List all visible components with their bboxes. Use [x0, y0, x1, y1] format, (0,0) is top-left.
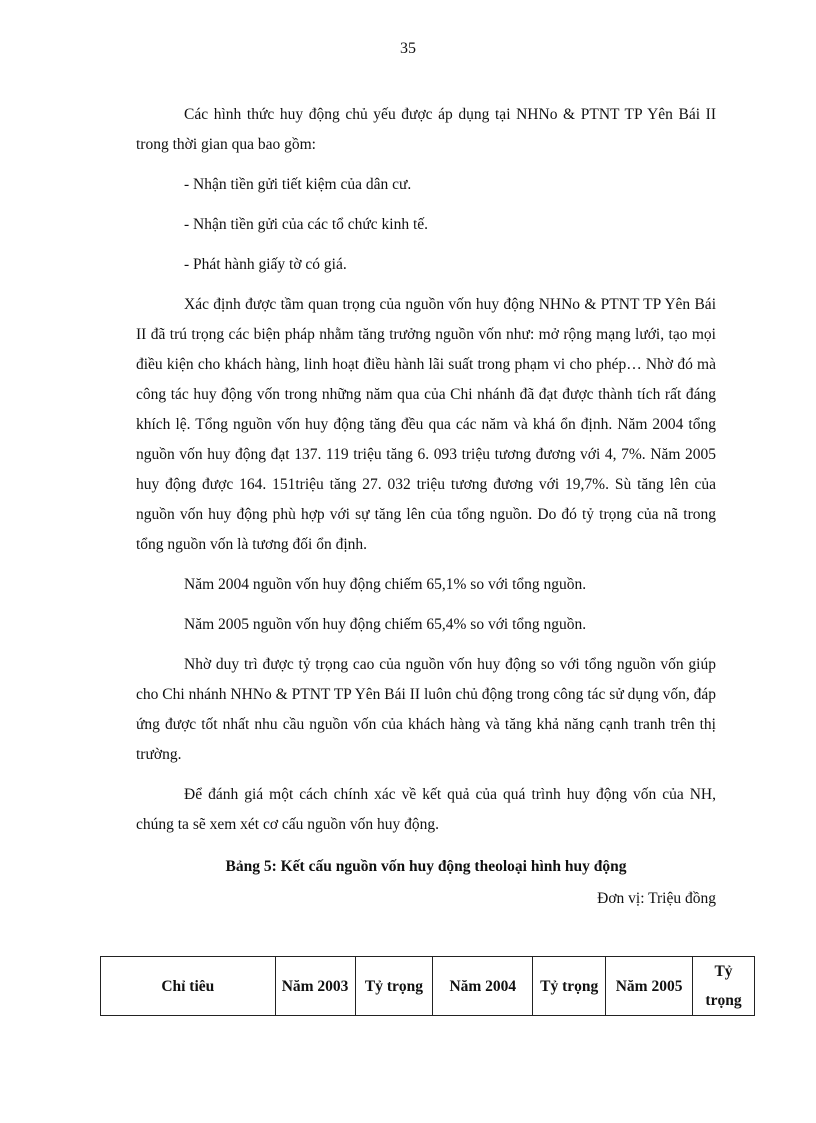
- header-year-2004: Năm 2004: [433, 957, 533, 1016]
- paragraph-2004-share: Năm 2004 nguồn vốn huy động chiếm 65,1% so với tổng nguồn.: [184, 576, 587, 593]
- bullet-item: - Phát hành giấy tờ có giá.: [184, 256, 347, 273]
- unit-label: Đơn vị: Triệu đồng: [597, 890, 716, 907]
- table-header-row: [101, 957, 755, 1016]
- header-share: Tỷ trọng: [693, 957, 755, 1016]
- header-indicator: Chỉ tiêu: [101, 957, 276, 1016]
- header-year-2005: Năm 2005: [606, 957, 693, 1016]
- header-share: Tỷ trọng: [355, 957, 433, 1016]
- capital-structure-table: [100, 956, 755, 1016]
- paragraph-analysis: Xác định được tầm quan trọng của nguồn vốn huy động NHNo & PTNT TP Yên Bái II đã trú trọng các biện pháp nhằm tăng trưởng nguồn vốn như: mở rộng mạng lưới, tạo mọi điều kiện cho khách hàng, linh hoạt điều hành lãi suất trong phạm vi cho phép… Nhờ đó mà công tác huy động vốn trong những năm qua của Chi nhánh đã đạt được thành tích rất đáng khích lệ. Tổng nguồn vốn huy động tăng đều qua các năm và khá ổn định. Năm 2004 tổng nguồn vốn huy động đạt 137. 119 triệu tăng 6. 093 triệu tương đương với 4, 7%. Năm 2005 huy động được 164. 151triệu tăng 27. 032 triệu tương đương với 19,7%. Sù tăng lên của nguồn vốn huy động phù hợp với sự tăng lên của tổng nguồn. Do đó tỷ trọng của nã trong tổng nguồn vốn là tương đối ổn định.: [136, 296, 716, 553]
- paragraph-2005-share: Năm 2005 nguồn vốn huy động chiếm 65,4% so với tổng nguồn.: [184, 616, 587, 633]
- document-body: [136, 100, 716, 920]
- paragraph-intro: Các hình thức huy động chủ yếu được áp dụng tại NHNo & PTNT TP Yên Bái II trong thời gian qua bao gồm:: [136, 106, 716, 153]
- bullet-item: - Nhận tiền gửi của các tổ chức kinh tế.: [184, 216, 429, 233]
- header-year-2003: Năm 2003: [275, 957, 355, 1016]
- page-number: 35: [400, 40, 416, 57]
- paragraph-transition: Để đánh giá một cách chính xác về kết quả của quá trình huy động vốn của NH, chúng ta sẽ xem xét cơ cấu nguồn vốn huy động.: [136, 786, 716, 833]
- header-share: Tỷ trọng: [533, 957, 606, 1016]
- paragraph-benefit: Nhờ duy trì được tỷ trọng cao của nguồn vốn huy động so với tổng nguồn vốn giúp cho Chi nhánh NHNo & PTNT TP Yên Bái II luôn chủ động trong công tác sử dụng vốn, đáp ứng được tốt nhất nhu cầu nguồn vốn của khách hàng và tăng khả năng cạnh tranh trên thị trường.: [136, 656, 716, 763]
- bullet-item: - Nhận tiền gửi tiết kiệm của dân cư.: [184, 176, 412, 193]
- table-caption: Bảng 5: Kết cấu nguồn vốn huy động theoloại hình huy động: [225, 858, 627, 875]
